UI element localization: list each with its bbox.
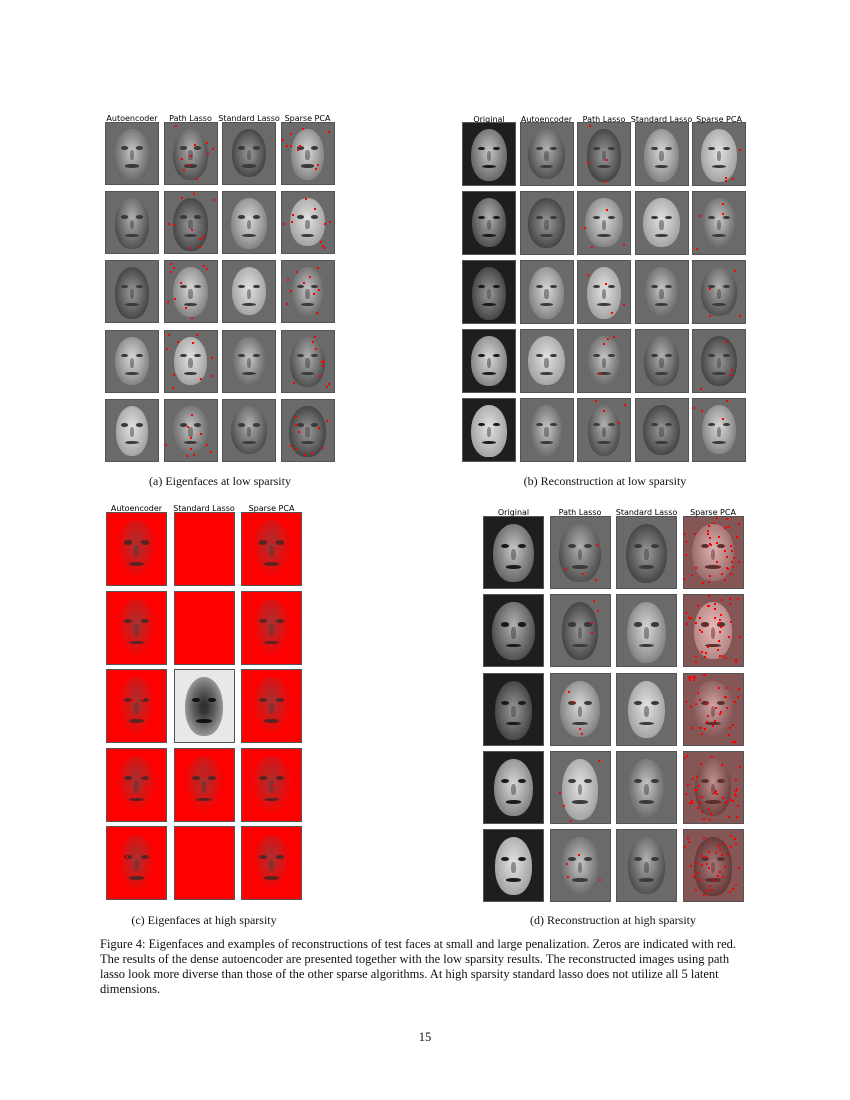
face-nose (130, 150, 134, 160)
face-nose (602, 427, 606, 437)
face-image-tile (174, 748, 235, 822)
face-image-tile (616, 516, 677, 589)
face-nose (130, 358, 134, 368)
face-image-tile (105, 191, 159, 254)
face-mouth (242, 303, 256, 306)
face-nose (130, 289, 134, 299)
face-mouth (639, 878, 654, 882)
face-nose (511, 862, 516, 873)
column-label: Autoencoder (110, 504, 163, 513)
face-nose (717, 151, 721, 161)
face-image-tile (241, 826, 302, 900)
face-nose (578, 706, 583, 717)
face-image-tile (483, 516, 544, 589)
face-nose (130, 427, 134, 437)
face-eye (276, 855, 284, 859)
face-image-tile (164, 330, 218, 393)
face-eye (518, 622, 526, 626)
face-nose (202, 781, 207, 793)
column-label: Standard Lasso (615, 508, 678, 517)
face-mouth (639, 565, 654, 569)
face-eye (651, 622, 659, 626)
face-nose (134, 545, 139, 557)
face-mouth (184, 303, 198, 306)
panel-d-caption: (d) Reconstruction at high sparsity (530, 913, 696, 927)
face-image-tile (683, 516, 744, 589)
face-image-tile (520, 329, 574, 393)
face-nose (544, 358, 548, 368)
face-eye (276, 540, 284, 544)
face-mouth (184, 234, 198, 237)
face-image-tile (577, 122, 631, 186)
face-nose (602, 289, 606, 299)
face-eye (651, 147, 658, 151)
face-nose (717, 289, 721, 299)
face-eye (518, 701, 526, 705)
face-nose (269, 860, 274, 872)
face-eye (651, 216, 658, 220)
column-label: Standard Lasso (173, 504, 235, 513)
face-nose (269, 545, 274, 557)
face-nose (544, 289, 548, 299)
face-image-tile (241, 591, 302, 665)
face-eye (608, 423, 615, 427)
face-image-tile (106, 591, 167, 665)
column-label: Standard Lasso (630, 115, 693, 124)
face-image-tile (483, 751, 544, 824)
column-label: Original (473, 115, 505, 124)
face-image-tile (241, 669, 302, 743)
zero-region (684, 595, 743, 666)
face-nose (305, 358, 309, 368)
face-eye (141, 540, 149, 544)
column-label: Path Lasso (558, 508, 602, 517)
face-mouth (129, 562, 144, 566)
face-image-tile (635, 260, 689, 324)
face-mouth (125, 303, 139, 306)
face-image-tile (241, 512, 302, 586)
face-image-tile (462, 398, 516, 462)
face-mouth (264, 876, 279, 880)
face-eye (723, 423, 730, 427)
face-nose (247, 220, 251, 230)
face-image-tile (164, 399, 218, 462)
face-nose (188, 289, 192, 299)
face-nose (602, 358, 606, 368)
face-eye (608, 216, 615, 220)
face-image-tile (106, 826, 167, 900)
face-image-tile (616, 829, 677, 902)
face-image-tile (616, 594, 677, 667)
face-eye (608, 147, 615, 151)
face-image-tile (281, 330, 335, 393)
face-eye (136, 146, 143, 150)
face-eye (651, 285, 658, 289)
face-mouth (242, 164, 256, 167)
face-mouth (572, 644, 587, 648)
face-mouth (572, 878, 587, 882)
face-nose (544, 427, 548, 437)
column-label: Autoencoder (106, 114, 158, 123)
face-eye (584, 701, 592, 705)
face-nose (247, 289, 251, 299)
panel-a-caption: (a) Eigenfaces at low sparsity (149, 474, 291, 488)
face-image-tile (683, 751, 744, 824)
face-eye (259, 698, 267, 702)
face-nose (644, 549, 649, 560)
face-eye (238, 423, 245, 427)
face-eye (121, 146, 128, 150)
face-image-tile (683, 594, 744, 667)
face-eye (723, 354, 730, 358)
column-label: Sparse PCA (690, 508, 736, 517)
face-nose (717, 358, 721, 368)
face-image-tile (164, 260, 218, 323)
face-eye (501, 701, 509, 705)
face-mouth (184, 164, 198, 167)
face-eye (536, 354, 543, 358)
face-nose (134, 624, 139, 636)
column-label: Autoencoder (520, 115, 573, 124)
face-image-tile (281, 191, 335, 254)
face-image-tile (483, 673, 544, 746)
face-nose (544, 151, 548, 161)
face-mouth (506, 565, 521, 569)
column-label: Sparse PCA (696, 115, 742, 124)
face-nose (247, 150, 251, 160)
face-eye (180, 215, 187, 219)
face-nose (188, 358, 192, 368)
face-image-tile (106, 669, 167, 743)
face-image-tile (635, 329, 689, 393)
face-mouth (264, 719, 279, 723)
face-mouth (129, 876, 144, 880)
face-eye (608, 354, 615, 358)
face-image-tile (683, 673, 744, 746)
page-number: 15 (418, 1030, 432, 1044)
face-nose (134, 703, 139, 715)
face-mouth (301, 164, 315, 167)
face-mouth (301, 303, 315, 306)
column-label: Path Lasso (169, 114, 212, 123)
face-image-tile (520, 122, 574, 186)
face-nose (511, 784, 516, 795)
face-image-tile (616, 751, 677, 824)
face-nose (511, 706, 516, 717)
face-eye (297, 285, 304, 289)
face-eye (651, 701, 659, 705)
face-mouth (639, 800, 654, 804)
face-eye (723, 285, 730, 289)
face-eye (259, 540, 267, 544)
face-eye (536, 423, 543, 427)
face-image-tile (174, 512, 235, 586)
face-image-tile (577, 329, 631, 393)
face-image-tile (520, 398, 574, 462)
face-eye (180, 146, 187, 150)
face-eye (651, 354, 658, 358)
face-image-tile (635, 122, 689, 186)
face-image-tile (550, 516, 611, 589)
face-nose (659, 358, 663, 368)
face-eye (493, 354, 500, 358)
face-eye (238, 146, 245, 150)
face-nose (269, 624, 274, 636)
face-nose (247, 358, 251, 368)
face-image-tile (105, 260, 159, 323)
face-image-tile (483, 829, 544, 902)
face-mouth (506, 644, 521, 648)
face-image-tile (105, 399, 159, 462)
face-eye (608, 285, 615, 289)
face-mouth (572, 800, 587, 804)
zero-region (684, 517, 743, 588)
face-eye (501, 622, 509, 626)
face-image-tile (483, 594, 544, 667)
face-image-tile (281, 260, 335, 323)
face-eye (253, 146, 260, 150)
column-label: Sparse PCA (248, 504, 295, 513)
face-nose (717, 427, 721, 437)
face-eye (493, 285, 500, 289)
face-eye (536, 216, 543, 220)
face-nose (188, 427, 192, 437)
face-nose (305, 289, 309, 299)
face-eye (180, 423, 187, 427)
face-eye (651, 779, 659, 783)
face-image-tile (106, 748, 167, 822)
face-nose (659, 427, 663, 437)
face-image-tile (683, 829, 744, 902)
face-image-tile (222, 122, 276, 185)
face-nose (644, 627, 649, 638)
face-mouth (129, 719, 144, 723)
face-image-tile (105, 330, 159, 393)
face-nose (717, 220, 721, 230)
face-eye (141, 855, 149, 859)
face-image-tile (520, 191, 574, 255)
face-mouth (506, 800, 521, 804)
face-eye (253, 423, 260, 427)
face-nose (130, 220, 134, 230)
face-eye (536, 285, 543, 289)
face-eye (194, 423, 201, 427)
face-eye (124, 540, 132, 544)
face-mouth (125, 164, 139, 167)
column-label: Path Lasso (582, 115, 626, 124)
face-eye (634, 622, 642, 626)
face-eye (194, 146, 201, 150)
face-eye (493, 216, 500, 220)
face-image-tile (635, 191, 689, 255)
zero-region (684, 752, 743, 823)
face-eye (253, 285, 260, 289)
face-image-tile (577, 398, 631, 462)
face-nose (188, 220, 192, 230)
face-nose (487, 151, 491, 161)
face-image-tile (106, 512, 167, 586)
face-nose (487, 358, 491, 368)
face-nose (644, 784, 649, 795)
face-eye (297, 215, 304, 219)
face-eye (136, 215, 143, 219)
face-image-tile (222, 260, 276, 323)
face-image-tile (281, 399, 335, 462)
face-image-tile (692, 122, 746, 186)
face-mouth (264, 562, 279, 566)
face-eye (493, 147, 500, 151)
face-nose (511, 549, 516, 560)
face-image-tile (462, 329, 516, 393)
face-nose (134, 781, 139, 793)
face-nose (269, 703, 274, 715)
face-nose (487, 220, 491, 230)
column-label: Standard Lasso (218, 114, 280, 123)
face-image-tile (692, 191, 746, 255)
face-nose (511, 627, 516, 638)
face-image-tile (164, 191, 218, 254)
face-mouth (506, 878, 521, 882)
face-image-tile (692, 398, 746, 462)
face-eye (136, 285, 143, 289)
face-eye (723, 147, 730, 151)
face-mouth (196, 719, 211, 723)
face-image-tile (281, 122, 335, 185)
face-image-tile (222, 399, 276, 462)
face-image-tile (577, 260, 631, 324)
column-label: Original (497, 508, 530, 517)
face-eye (276, 698, 284, 702)
face-nose (578, 627, 583, 638)
face-nose (305, 427, 309, 437)
face-nose (659, 289, 663, 299)
face-mouth (129, 641, 144, 645)
face-mouth (639, 644, 654, 648)
face-mouth (301, 234, 315, 237)
face-image-tile (550, 594, 611, 667)
face-nose (134, 860, 139, 872)
face-eye (136, 423, 143, 427)
face-eye (651, 423, 658, 427)
face-image-tile (616, 673, 677, 746)
face-eye (192, 698, 200, 702)
face-image-tile (692, 260, 746, 324)
face-image-tile (462, 122, 516, 186)
face-image-tile (462, 260, 516, 324)
face-nose (305, 220, 309, 230)
face-image-tile (222, 191, 276, 254)
face-nose (602, 220, 606, 230)
face-eye (634, 701, 642, 705)
face-image-tile (241, 748, 302, 822)
face-eye (121, 423, 128, 427)
face-nose (247, 427, 251, 437)
face-mouth (572, 565, 587, 569)
zero-region (684, 674, 743, 745)
face-image-tile (174, 591, 235, 665)
face-nose (659, 151, 663, 161)
face-eye (536, 147, 543, 151)
face-image-tile (105, 122, 159, 185)
zero-region (684, 830, 743, 901)
face-eye (568, 622, 576, 626)
face-nose (644, 706, 649, 717)
panel-b-caption: (b) Reconstruction at low sparsity (523, 474, 687, 488)
face-mouth (125, 234, 139, 237)
face-image-tile (462, 191, 516, 255)
face-eye (518, 779, 526, 783)
face-image-tile (164, 122, 218, 185)
face-image-tile (550, 829, 611, 902)
figure-caption: Figure 4: Eigenfaces and examples of reconstructions of test faces at small and large penalization. Zeros are indicated with red. The results of the dense autoencoder are presented together with the low sparsity results. The reconstructed images using path lasso look more diverse than those of the other sparse algorithms. At high sparsity standard lasso does not utilize all 5 latent dimensions. (100, 937, 736, 996)
face-image-tile (520, 260, 574, 324)
face-nose (487, 289, 491, 299)
face-image-tile (577, 191, 631, 255)
column-label: Sparse PCA (284, 114, 331, 123)
face-eye (311, 423, 318, 427)
face-eye (493, 423, 500, 427)
face-eye (311, 146, 318, 150)
face-nose (305, 150, 309, 160)
face-eye (297, 423, 304, 427)
panel-c-caption: (c) Eigenfaces at high sparsity (131, 913, 277, 927)
face-image-tile (692, 329, 746, 393)
face-eye (723, 216, 730, 220)
face-image-tile (222, 330, 276, 393)
face-nose (644, 862, 649, 873)
face-nose (659, 220, 663, 230)
face-nose (487, 427, 491, 437)
face-eye (253, 215, 260, 219)
face-eye (180, 285, 187, 289)
face-eye (568, 779, 576, 783)
face-mouth (242, 234, 256, 237)
face-image-tile (174, 826, 235, 900)
face-eye (208, 698, 216, 702)
face-image-tile (174, 669, 235, 743)
face-image-tile (550, 751, 611, 824)
face-image-tile (550, 673, 611, 746)
face-image-tile (635, 398, 689, 462)
face-mouth (264, 641, 279, 645)
face-nose (544, 220, 548, 230)
